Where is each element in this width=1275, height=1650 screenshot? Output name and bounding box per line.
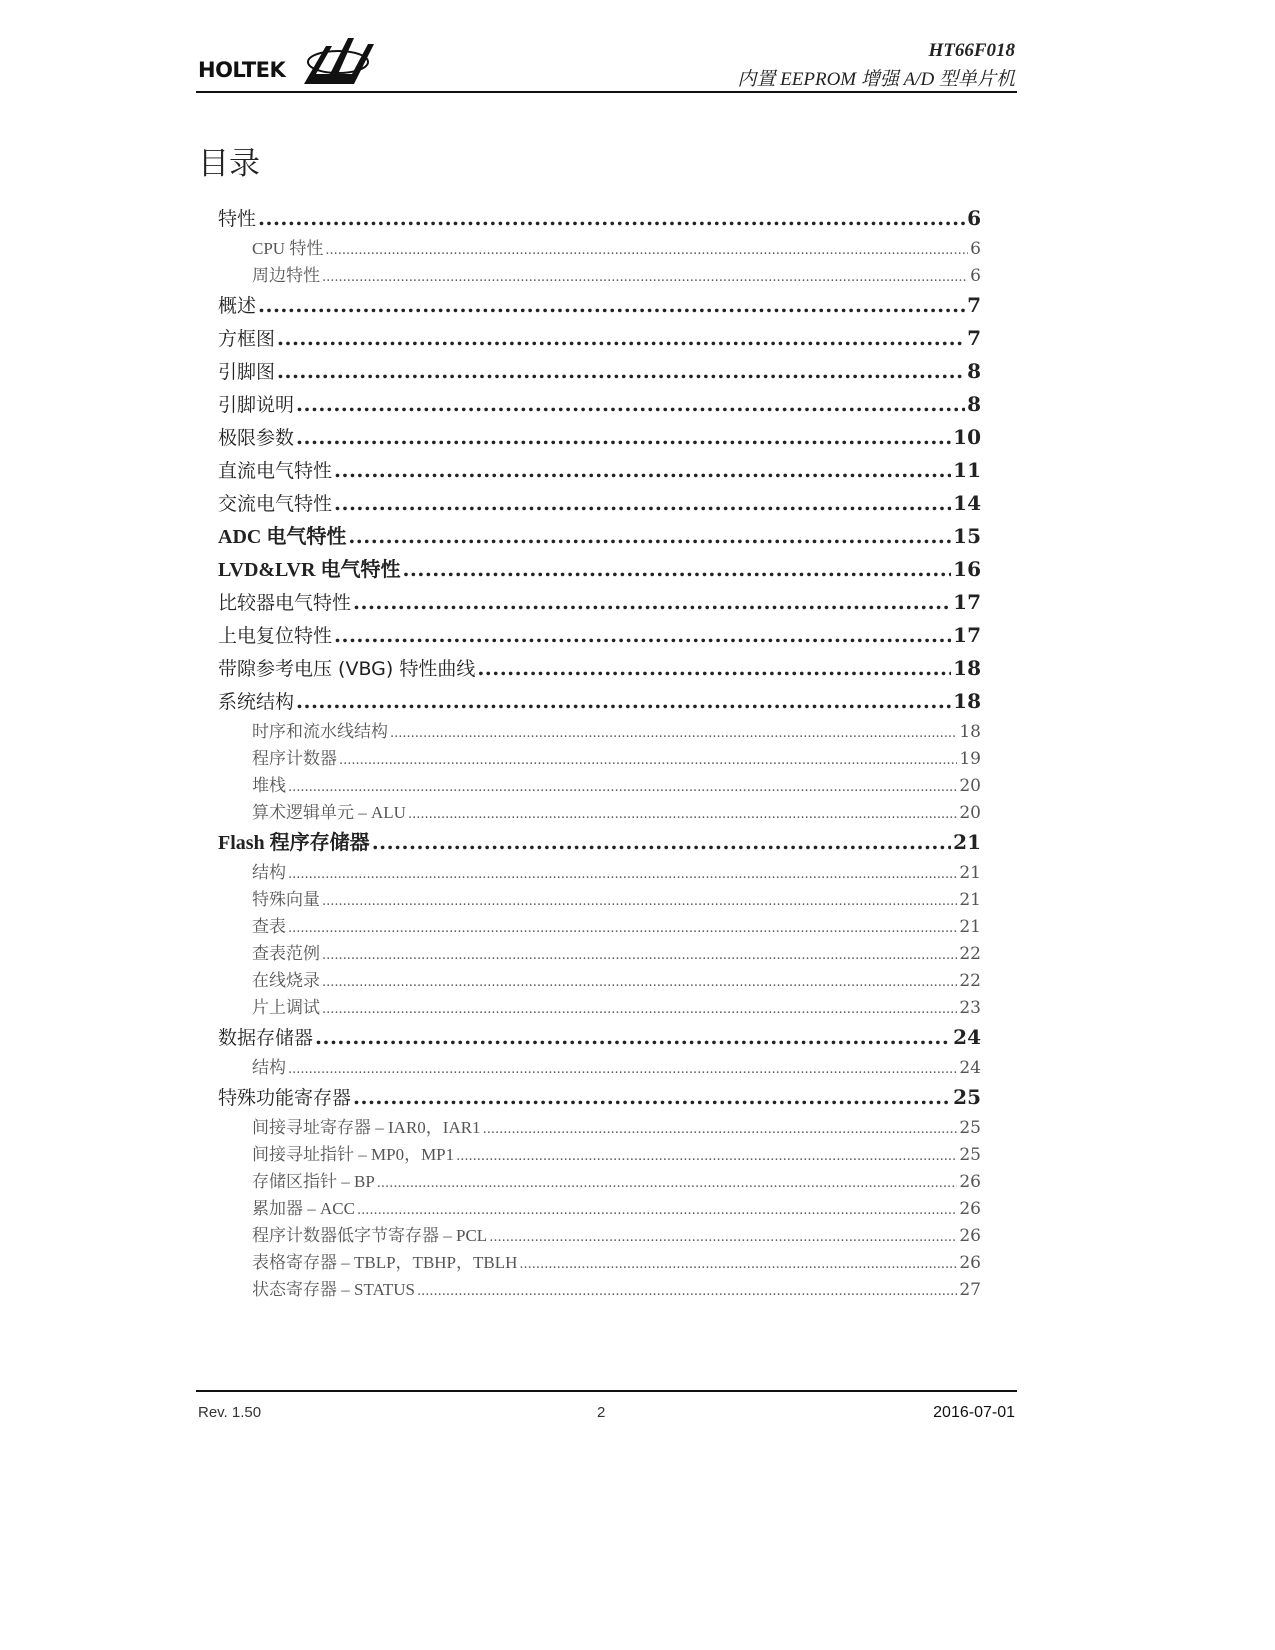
toc-page-number: 22 — [959, 944, 981, 964]
dot-leader — [325, 237, 968, 262]
toc-entry-label: ADC 电气特性 — [218, 526, 347, 548]
toc-entry[interactable] — [218, 619, 981, 652]
toc-page-number: 23 — [959, 998, 981, 1018]
toc-page-number: 25 — [959, 1145, 981, 1165]
toc-page-number: 6 — [970, 239, 981, 259]
document-header — [737, 40, 1015, 91]
toc-entry[interactable] — [218, 421, 981, 454]
footer-divider — [196, 1390, 1017, 1392]
toc-entry[interactable] — [218, 1081, 981, 1114]
toc-entry[interactable] — [218, 454, 981, 487]
toc-subentry[interactable] — [218, 940, 981, 967]
toc-page-number: 21 — [959, 890, 981, 910]
table-of-contents — [218, 202, 981, 1303]
toc-entry-label: 概述 — [218, 295, 257, 317]
toc-entry[interactable] — [218, 553, 981, 586]
toc-page-number: 20 — [959, 803, 981, 823]
toc-subentry[interactable] — [218, 799, 981, 826]
toc-entry-label: CPU 特性 — [252, 239, 324, 258]
toc-entry-label: Flash 程序存储器 — [218, 832, 370, 854]
toc-entry-label: 特殊功能寄存器 — [218, 1087, 352, 1109]
toc-subentry[interactable] — [218, 1054, 981, 1081]
dot-leader — [258, 202, 965, 235]
dot-leader — [315, 1021, 951, 1054]
toc-entry-label: 算术逻辑单元 – ALU — [252, 803, 406, 822]
toc-page-number: 16 — [953, 557, 981, 581]
toc-entry-label: 数据存储器 — [218, 1027, 314, 1049]
dot-leader — [377, 1170, 958, 1195]
dot-leader — [277, 322, 965, 355]
toc-page-number: 25 — [953, 1085, 981, 1109]
dot-leader — [277, 355, 965, 388]
toc-page-number: 24 — [959, 1058, 981, 1078]
header-divider — [196, 91, 1017, 93]
dot-leader — [390, 720, 957, 745]
toc-page-number: 7 — [967, 293, 981, 317]
toc-entry[interactable] — [218, 1021, 981, 1054]
toc-subentry[interactable] — [218, 1249, 981, 1276]
dot-leader — [322, 942, 957, 967]
toc-page-number: 26 — [959, 1172, 981, 1192]
toc-page-number: 6 — [967, 206, 981, 230]
toc-page-number: 25 — [959, 1118, 981, 1138]
dot-leader — [489, 1224, 957, 1249]
toc-page-number: 27 — [959, 1280, 981, 1300]
toc-entry-label: 周边特性 — [252, 266, 320, 285]
document-subtitle: 内置 EEPROM 增强 A/D 型单片机 — [737, 69, 1015, 90]
toc-page-number: 18 — [953, 689, 981, 713]
toc-page-number: 26 — [959, 1253, 981, 1273]
dot-leader — [408, 801, 957, 826]
toc-subentry[interactable] — [218, 1195, 981, 1222]
toc-page-number: 24 — [953, 1025, 981, 1049]
toc-entry-label: 引脚说明 — [218, 394, 295, 416]
toc-entry-label: 程序计数器 — [252, 749, 337, 768]
toc-entry-label: 直流电气特性 — [218, 460, 333, 482]
toc-entry[interactable] — [218, 652, 981, 685]
toc-subentry[interactable] — [218, 1141, 981, 1168]
toc-entry-label: 比较器电气特性 — [218, 592, 352, 614]
toc-subentry[interactable] — [218, 1168, 981, 1195]
dot-leader — [402, 553, 951, 586]
toc-entry-label: 间接寻址指针 – MP0，MP1 — [252, 1145, 455, 1164]
toc-entry[interactable] — [218, 487, 981, 520]
toc-entry[interactable] — [218, 685, 981, 718]
toc-page-number: 21 — [959, 863, 981, 883]
toc-page-number: 21 — [959, 917, 981, 937]
dot-leader — [477, 652, 951, 685]
toc-entry[interactable] — [218, 289, 981, 322]
toc-entry-label: 片上调试 — [252, 998, 320, 1017]
toc-entry[interactable] — [218, 388, 981, 421]
toc-page-number: 26 — [959, 1226, 981, 1246]
dot-leader — [519, 1251, 957, 1276]
toc-subentry[interactable] — [218, 886, 981, 913]
toc-subentry[interactable] — [218, 859, 981, 886]
toc-entry-label: 引脚图 — [218, 361, 276, 383]
dot-leader — [288, 915, 957, 940]
toc-subentry[interactable] — [218, 235, 981, 262]
dot-leader — [334, 487, 951, 520]
toc-entry-label: 堆栈 — [252, 776, 286, 795]
toc-entry-label: 间接寻址寄存器 – IAR0，IAR1 — [252, 1118, 481, 1137]
toc-page-number: 18 — [953, 656, 981, 680]
toc-subentry[interactable] — [218, 772, 981, 799]
toc-entry-label: 极限参数 — [218, 427, 295, 449]
dot-leader — [322, 888, 957, 913]
dot-leader — [334, 619, 951, 652]
dot-leader — [296, 685, 951, 718]
toc-page-number: 8 — [967, 359, 981, 383]
holtek-logo-icon — [296, 34, 376, 86]
toc-entry-label: 系统结构 — [218, 691, 295, 713]
toc-page-number: 7 — [967, 326, 981, 350]
toc-entry-label: 在线烧录 — [252, 971, 320, 990]
toc-entry[interactable] — [218, 520, 981, 553]
dot-leader — [348, 520, 951, 553]
toc-entry-label: 交流电气特性 — [218, 493, 333, 515]
toc-subentry[interactable] — [218, 1276, 981, 1303]
toc-page-number: 8 — [967, 392, 981, 416]
toc-entry-label: 时序和流水线结构 — [252, 722, 388, 741]
toc-page-number: 21 — [953, 830, 981, 854]
dot-leader — [322, 969, 957, 994]
toc-page-number: 22 — [959, 971, 981, 991]
toc-entry-label: 表格寄存器 – TBLP，TBHP，TBLH — [252, 1253, 518, 1272]
toc-entry-label: 状态寄存器 – STATUS — [252, 1280, 415, 1299]
toc-entry-label: 上电复位特性 — [218, 625, 333, 647]
toc-entry[interactable] — [218, 322, 981, 355]
holtek-logo — [198, 34, 378, 86]
toc-subentry[interactable] — [218, 718, 981, 745]
toc-page-number: 20 — [959, 776, 981, 796]
toc-page-number: 17 — [953, 590, 981, 614]
toc-subentry[interactable] — [218, 1114, 981, 1141]
dot-leader — [334, 454, 951, 487]
toc-subentry[interactable] — [218, 1222, 981, 1249]
toc-page-number: 19 — [959, 749, 981, 769]
toc-entry[interactable] — [218, 355, 981, 388]
toc-page-number: 18 — [959, 722, 981, 742]
date: 2016-07-01 — [933, 1404, 1015, 1421]
dot-leader — [288, 1056, 957, 1081]
toc-entry-label: 特殊向量 — [252, 890, 320, 909]
toc-entry-label: 存储区指针 – BP — [252, 1172, 375, 1191]
page-number: 2 — [597, 1404, 606, 1421]
toc-entry[interactable] — [218, 202, 981, 235]
dot-leader — [417, 1278, 957, 1303]
toc-page-number: 10 — [953, 425, 981, 449]
dot-leader — [258, 289, 965, 322]
dot-leader — [353, 586, 951, 619]
dot-leader — [456, 1143, 957, 1168]
dot-leader — [322, 264, 968, 289]
dot-leader — [296, 388, 965, 421]
toc-subentry[interactable] — [218, 913, 981, 940]
toc-entry[interactable] — [218, 586, 981, 619]
toc-page-number: 6 — [970, 266, 981, 286]
dot-leader — [372, 826, 951, 859]
toc-entry-label: 特性 — [218, 208, 257, 230]
dot-leader — [296, 421, 951, 454]
dot-leader — [339, 747, 957, 772]
toc-entry-label: 带隙参考电压 (VBG) 特性曲线 — [218, 658, 476, 680]
dot-leader — [322, 996, 957, 1021]
toc-subentry[interactable] — [218, 994, 981, 1021]
toc-entry-label: 累加器 – ACC — [252, 1199, 355, 1218]
dot-leader — [357, 1197, 957, 1222]
toc-page-number: 11 — [953, 458, 981, 482]
page-title: 目录 — [198, 146, 260, 182]
toc-entry-label: 程序计数器低字节寄存器 – PCL — [252, 1226, 488, 1245]
toc-page-number: 15 — [953, 524, 981, 548]
revision: Rev. 1.50 — [198, 1404, 262, 1421]
toc-entry-label: LVD&LVR 电气特性 — [218, 559, 401, 581]
dot-leader — [288, 861, 957, 886]
toc-page-number: 14 — [953, 491, 981, 515]
toc-page-number: 17 — [953, 623, 981, 647]
toc-subentry[interactable] — [218, 745, 981, 772]
toc-entry-label: 结构 — [252, 863, 286, 882]
toc-entry-label: 方框图 — [218, 328, 276, 350]
toc-subentry[interactable] — [218, 262, 981, 289]
toc-entry[interactable] — [218, 826, 981, 859]
toc-subentry[interactable] — [218, 967, 981, 994]
model-number: HT66F018 — [928, 40, 1015, 61]
logo-text: HOLTEK — [198, 58, 286, 82]
dot-leader — [353, 1081, 951, 1114]
toc-entry-label: 查表 — [252, 917, 286, 936]
dot-leader — [288, 774, 957, 799]
toc-entry-label: 结构 — [252, 1058, 286, 1077]
toc-entry-label: 查表范例 — [252, 944, 320, 963]
toc-page-number: 26 — [959, 1199, 981, 1219]
dot-leader — [483, 1116, 958, 1141]
